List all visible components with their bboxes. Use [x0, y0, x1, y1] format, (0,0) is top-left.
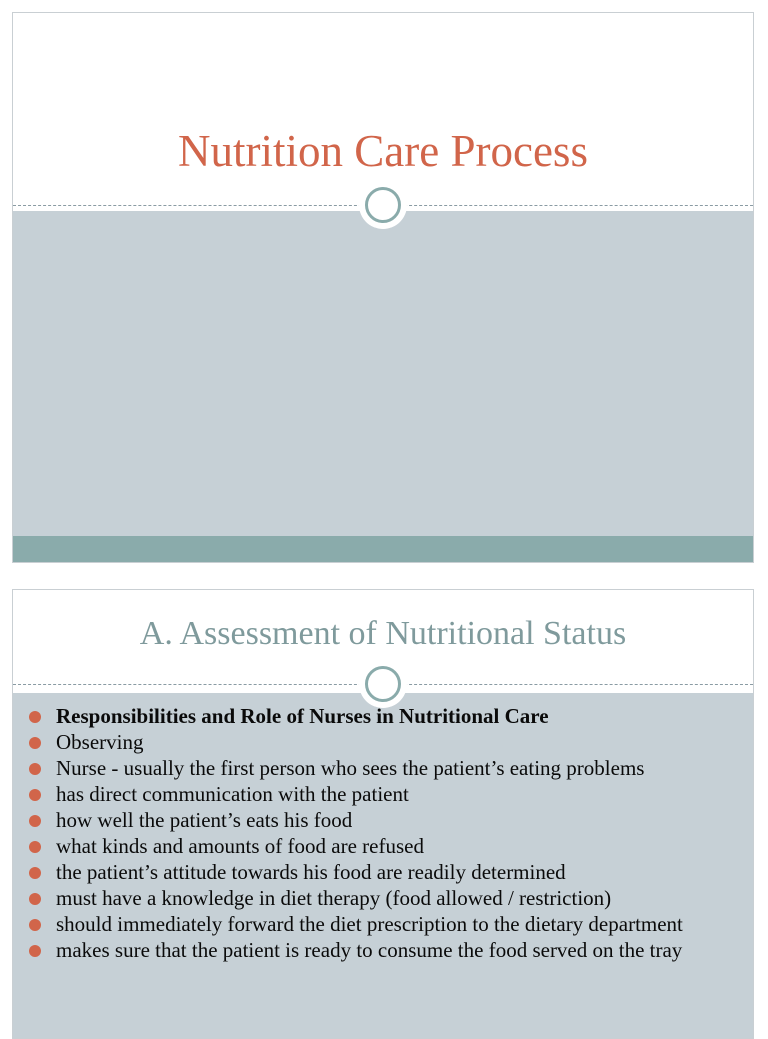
bullet-text: has direct communication with the patient: [56, 782, 409, 806]
bullet-dot-icon: [29, 945, 41, 957]
bullet-text: makes sure that the patient is ready to consume the food served on the tray: [56, 938, 683, 962]
bullet-item: [29, 835, 723, 857]
title-slide: [12, 12, 754, 563]
slide-title: Nutrition Care Process: [178, 126, 588, 176]
footer-bar: [13, 536, 753, 562]
bullet-dot-icon: [29, 815, 41, 827]
title-area: [13, 13, 753, 206]
bullet-text: must have a knowledge in diet therapy (food allowed / restriction): [56, 886, 612, 910]
bullet-item: [29, 887, 723, 909]
circle-ornament-icon: [359, 660, 407, 708]
content-slide: [12, 589, 754, 1039]
bullet-text: should immediately forward the diet prescription to the dietary department: [56, 912, 683, 936]
bullet-text: the patient’s attitude towards his food are readily determined: [56, 860, 566, 884]
bullet-item: [29, 731, 723, 753]
bullet-dot-icon: [29, 867, 41, 879]
bullet-dot-icon: [29, 789, 41, 801]
bullet-item: [29, 705, 723, 727]
bullet-dot-icon: [29, 919, 41, 931]
bullet-dot-icon: [29, 737, 41, 749]
bullet-text: how well the patient’s eats his food: [56, 808, 353, 832]
bullet-dot-icon: [29, 841, 41, 853]
bullet-item: [29, 913, 723, 935]
bullet-text: Responsibilities and Role of Nurses in Nutritional Care: [56, 704, 549, 728]
bullet-dot-icon: [29, 711, 41, 723]
circle-ornament-icon: [359, 181, 407, 229]
bullet-item: [29, 783, 723, 805]
bullet-dot-icon: [29, 893, 41, 905]
bullet-text: Nurse - usually the first person who sees the patient’s eating problems: [56, 756, 645, 780]
bullet-item: [29, 939, 723, 961]
bullet-item: [29, 757, 723, 779]
slide-title: A. Assessment of Nutritional Status: [139, 615, 627, 652]
bullet-item: [29, 861, 723, 883]
content-area: [13, 211, 753, 536]
bullet-list: [29, 705, 723, 965]
bullet-text: Observing: [56, 730, 144, 754]
bullet-dot-icon: [29, 763, 41, 775]
bullet-item: [29, 809, 723, 831]
bullet-text: what kinds and amounts of food are refused: [56, 834, 424, 858]
